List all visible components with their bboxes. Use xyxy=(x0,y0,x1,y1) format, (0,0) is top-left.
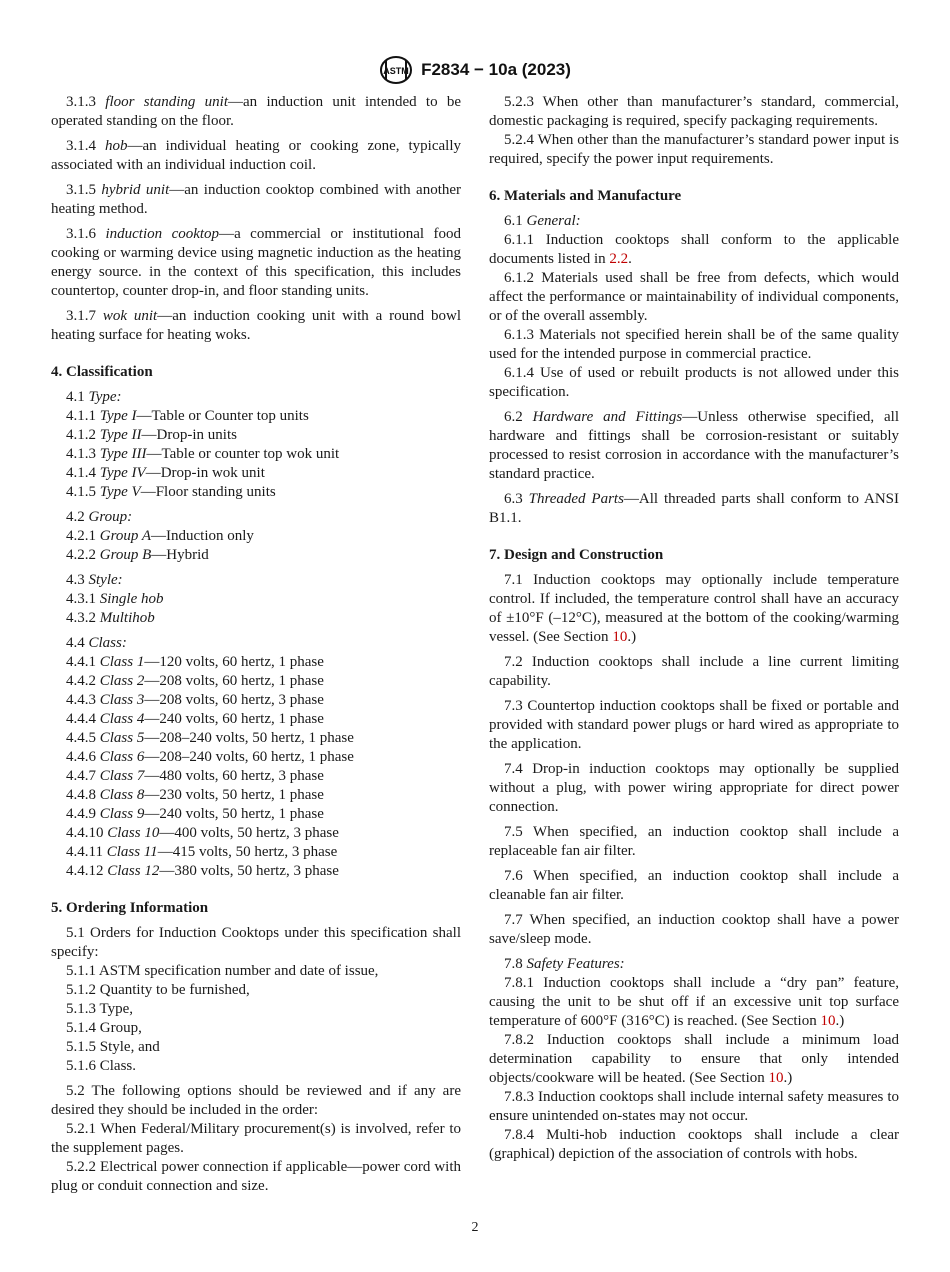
reference-link-section-10[interactable]: 10 xyxy=(612,629,628,645)
definition-3-1-4: 3.1.4 hob—an individual heating or cooking zone, typically associated with an individual induction coil. xyxy=(51,138,461,173)
right-column xyxy=(489,93,899,1164)
section-7-4: 7.4 Drop-in induction cooktops may optionally be supplied without a plug, with power wiring appropriate for direct power connection. xyxy=(489,761,899,815)
section-5-1: 5.1 Orders for Induction Cooktops under this specification shall specify: xyxy=(51,925,461,960)
order-item: 5.1.4 Group, xyxy=(66,1020,142,1036)
page-number: 2 xyxy=(471,1220,479,1235)
left-column xyxy=(51,93,461,1196)
section-7-8: 7.8 Safety Features: xyxy=(504,956,625,972)
section-7-6: 7.6 When specified, an induction cooktop shall include a cleanable fan air filter. xyxy=(489,868,899,903)
class-item: 4.4.3 Class 3—208 volts, 60 hertz, 3 phase xyxy=(66,692,324,708)
order-item: 5.1.6 Class. xyxy=(66,1058,137,1074)
section-6-1-2: 6.1.2 Materials used shall be free from defects, which would affect the performance or maintainability of individual components, or of the overall assembly. xyxy=(489,270,899,324)
class-item: 4.4.7 Class 7—480 volts, 60 hertz, 3 phase xyxy=(66,768,324,784)
type-item: 4.1.3 Type III—Table or counter top wok unit xyxy=(66,446,340,462)
section-7-3: 7.3 Countertop induction cooktops shall be fixed or portable and provided with standard power plugs or hard wired as appropriate to the application. xyxy=(489,698,899,752)
section-4-heading: 4. Classification xyxy=(51,364,153,380)
section-7-heading: 7. Design and Construction xyxy=(489,547,664,563)
class-item: 4.4.11 Class 11—415 volts, 50 hertz, 3 phase xyxy=(66,844,338,860)
page-header xyxy=(0,54,950,86)
style-item: 4.3.1 Single hob xyxy=(66,591,164,607)
section-5-heading: 5. Ordering Information xyxy=(51,900,209,916)
section-6-3: 6.3 Threaded Parts—All threaded parts shall conform to ANSI B1.1. xyxy=(489,491,900,526)
definition-3-1-3: 3.1.3 floor standing unit—an induction unit intended to be operated standing on the floor. xyxy=(51,94,462,129)
section-5-2-1: 5.2.1 When Federal/Military procurement(s) is involved, refer to the supplement pages. xyxy=(51,1121,461,1156)
section-5-2: 5.2 The following options should be reviewed and if any are desired they should be included in the order: xyxy=(51,1083,461,1118)
class-item: 4.4.2 Class 2—208 volts, 60 hertz, 1 phase xyxy=(66,673,324,689)
class-item: 4.4.4 Class 4—240 volts, 60 hertz, 1 phase xyxy=(66,711,324,727)
section-7-7: 7.7 When specified, an induction cooktop shall have a power save/sleep mode. xyxy=(489,912,899,947)
type-item: 4.1.5 Type V—Floor standing units xyxy=(66,484,276,500)
type-item: 4.1.4 Type IV—Drop-in wok unit xyxy=(66,465,265,481)
style-item: 4.3.2 Multihob xyxy=(66,610,155,626)
astm-logo-icon xyxy=(379,55,413,85)
class-item: 4.4.9 Class 9—240 volts, 50 hertz, 1 phase xyxy=(66,806,324,822)
section-4-2: 4.2 Group: xyxy=(66,509,133,525)
section-7-2: 7.2 Induction cooktops shall include a line current limiting capability. xyxy=(489,654,899,689)
section-5-2-2: 5.2.2 Electrical power connection if applicable—power cord with plug or conduit connection and size. xyxy=(51,1159,461,1194)
order-item: 5.1.3 Type, xyxy=(66,1001,134,1017)
section-5-2-3: 5.2.3 When other than manufacturer’s standard, commercial, domestic packaging is required, specify packaging requirements. xyxy=(489,94,899,129)
section-7-8-1: 7.8.1 Induction cooktops shall include a “dry pan” feature, causing the unit to be shut off if an excessive unit top surface temperature of 600°F (316°C) is reached. (See Section 10.) xyxy=(489,975,899,1029)
section-7-8-3: 7.8.3 Induction cooktops shall include internal safety measures to ensure unintended on-states may not occur. xyxy=(489,1089,899,1124)
section-6-1-4: 6.1.4 Use of used or rebuilt products is not allowed under this specification. xyxy=(489,365,899,400)
section-7-1: 7.1 Induction cooktops may optionally include temperature control. If included, the temperature control shall have an accuracy of ±10°F (–12°C), measured at the bottom of the cooking/warming vessel. (See Section 10.) xyxy=(489,572,899,645)
section-6-2: 6.2 Hardware and Fittings—Unless otherwise specified, all hardware and fittings shall be corrosion-resistant or suitably processed to resist corrosion in accordance with the manufacturer’s standard practice. xyxy=(489,409,900,482)
definition-3-1-5: 3.1.5 hybrid unit—an induction cooktop combined with another heating method. xyxy=(51,182,462,217)
section-6-1-3: 6.1.3 Materials not specified herein shall be of the same quality used for the intended purpose in commercial practice. xyxy=(489,327,899,362)
group-item: 4.2.2 Group B—Hybrid xyxy=(66,547,209,563)
reference-link-section-10[interactable]: 10 xyxy=(820,1013,836,1029)
section-6-1: 6.1 General: xyxy=(504,213,581,229)
document-designation: F2834 − 10a (2023) xyxy=(421,60,571,79)
section-7-8-2: 7.8.2 Induction cooktops shall include a minimum load determination capability to ensure that only intended objects/cookware will be heated. (See Section 10.) xyxy=(489,1032,899,1086)
section-4-4: 4.4 Class: xyxy=(66,635,127,651)
logo-text: ASTM xyxy=(383,66,409,76)
definition-3-1-7: 3.1.7 wok unit—an induction cooking unit with a round bowl heating surface for heating woks. xyxy=(51,308,461,343)
section-7-5: 7.5 When specified, an induction cooktop shall include a replaceable fan air filter. xyxy=(489,824,899,859)
definition-3-1-6: 3.1.6 induction cooktop—a commercial or institutional food cooking or warming device using magnetic induction as the heating energy source. in the context of this specification, this includes countertop, counter drop-in, and floor standing units. xyxy=(51,226,461,299)
section-6-1-1: 6.1.1 Induction cooktops shall conform to the applicable documents listed in 2.2. xyxy=(489,232,899,267)
group-item: 4.2.1 Group A—Induction only xyxy=(66,528,254,544)
reference-link-2-2[interactable]: 2.2 xyxy=(609,251,629,267)
class-item: 4.4.1 Class 1—120 volts, 60 hertz, 1 phase xyxy=(66,654,324,670)
class-item: 4.4.6 Class 6—208–240 volts, 60 hertz, 1 phase xyxy=(66,749,354,765)
order-item: 5.1.2 Quantity to be furnished, xyxy=(66,982,250,998)
section-7-8-4: 7.8.4 Multi-hob induction cooktops shall include a clear (graphical) depiction of the association of controls with hobs. xyxy=(489,1127,899,1162)
class-item: 4.4.12 Class 12—380 volts, 50 hertz, 3 phase xyxy=(66,863,339,879)
section-4-1: 4.1 Type: xyxy=(66,389,122,405)
type-item: 4.1.2 Type II—Drop-in units xyxy=(66,427,237,443)
section-4-3: 4.3 Style: xyxy=(66,572,123,588)
reference-link-section-10[interactable]: 10 xyxy=(768,1070,784,1086)
class-item: 4.4.8 Class 8—230 volts, 50 hertz, 1 phase xyxy=(66,787,324,803)
section-5-2-4: 5.2.4 When other than the manufacturer’s standard power input is required, specify the power input requirements. xyxy=(489,132,899,167)
section-6-heading: 6. Materials and Manufacture xyxy=(489,188,682,204)
order-item: 5.1.1 ASTM specification number and date of issue, xyxy=(66,963,379,979)
order-item: 5.1.5 Style, and xyxy=(66,1039,160,1055)
type-item: 4.1.1 Type I—Table or Counter top units xyxy=(66,408,309,424)
class-item: 4.4.10 Class 10—400 volts, 50 hertz, 3 phase xyxy=(66,825,339,841)
class-item: 4.4.5 Class 5—208–240 volts, 50 hertz, 1 phase xyxy=(66,730,354,746)
